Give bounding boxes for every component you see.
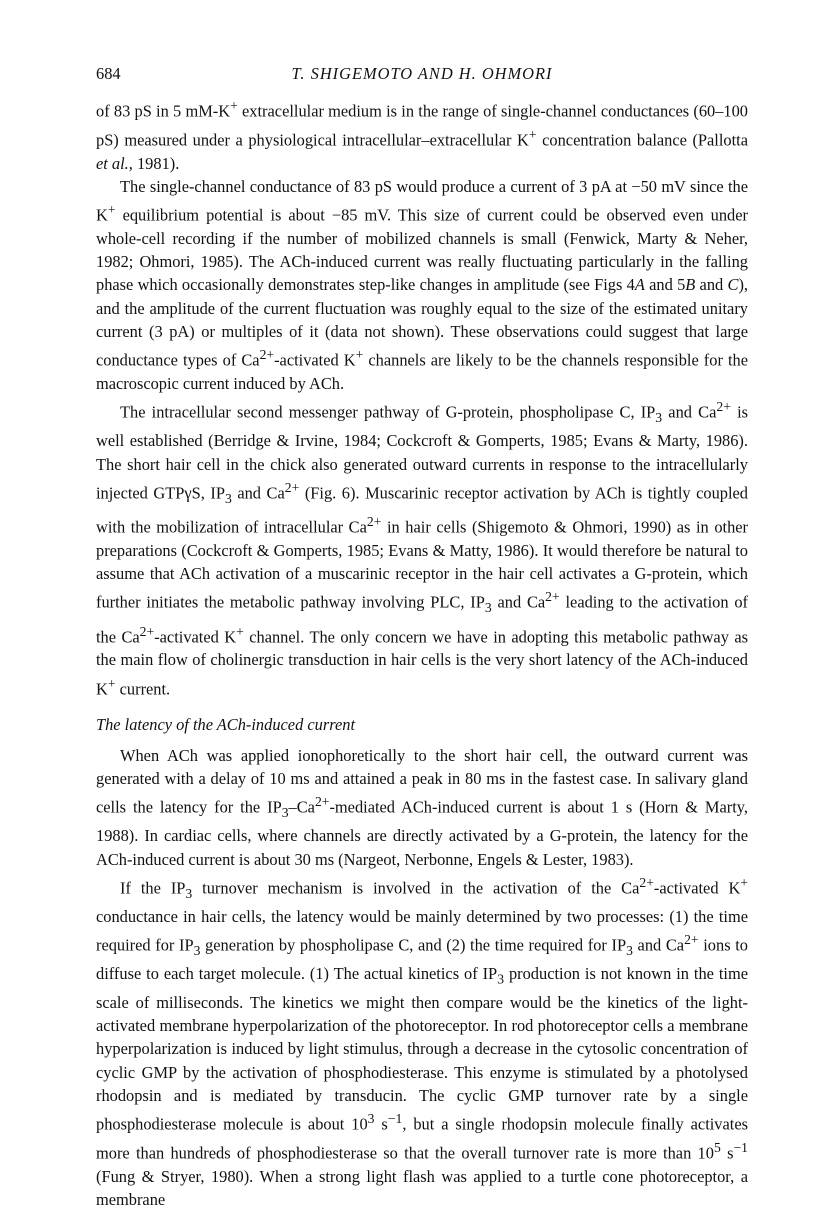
article-page: [96, 62, 748, 1211]
paragraph-single-channel: The single-channel conductance of 83 pS would produce a current of 3 pA at −50 mV since the K+ equilibrium potential is about −85 mV. This size of current could be observed even under whole-cell recording if the number of mobilized channels is small (Fenwick, Marty & Neher, 1982; Ohmori, 1985). The ACh-induced current was really fluctuating particularly in the falling phase which occasionally demonstrates step-like changes in amplitude (see Figs 4A and 5B and C), and the amplitude of the current fluctuation was roughly equal to the size of the estimated unitary current (3 pA) or multiples of it (data not shown). These observations could suggest that large conductance types of $Ca^{2+}$-activated K+ channels are likely to be the channels responsible for the macroscopic current induced by ACh.: [96, 176, 748, 394]
section-heading: The latency of the ACh-induced current: [96, 715, 356, 735]
paragraph-continued: of 83 pS in 5 mM-K+ extracellular medium is in the range of single-channel conductances (60–100 pS) measured under a physiological intracellular–extracellular K+ concentration balance (Pallotta et al., 1981).: [96, 98, 748, 173]
running-head: T. SHIGEMOTO AND H. OHMORI: [291, 64, 553, 83]
page-header: [96, 62, 748, 86]
paragraph-ip3-turnover: If the $IP_3$ turnover mechanism is involved in the activation of the $Ca^{2+}$-activated K+ conductance in hair cells, the latency would be mainly determined by two processes: (1) the time required for $IP_3$ generation by phospholipase C, and (2) the time required for $IP_3$ and $Ca^{2+}$ ions to diffuse to each target molecule. (1) The actual kinetics of $IP_3$ production is not known in the time scale of milliseconds. The kinetics we might then compare would be the kinetics of the light-activated membrane hyperpolarization of the photoreceptor. In rod photoreceptor cells a membrane hyperpolarization is induced by light stimulus, through a decrease in the cytosolic concentration of cyclic GMP by the activation of phosphodiesterase. This enzyme is stimulated by a photolysed rhodopsin and is mediated by transducin. The cyclic GMP turnover rate by a single phosphodiesterase molecule is about $10^3$ $s^{-1}$, but a single rhodopsin molecule finally activates more than hundreds of phosphodiesterase so that the overall turnover rate is more than $10^5$ $s^{-1}$ (Fung & Stryer, 1980). When a strong light flash was applied to a turtle cone photoreceptor, a membrane: [96, 874, 748, 1210]
paragraph-latency: When ACh was applied ionophoretically to the short hair cell, the outward current was generated with a delay of 10 ms and attained a peak in 80 ms in the fastest case. In salivary gland cells the latency for the $IP_3-Ca^{2+}$-mediated ACh-induced current is about 1 s (Horn & Marty, 1988). In cardiac cells, where channels are directly activated by a G-protein, the latency for the ACh-induced current is about 30 ms (Nargeot, Nerbonne, Engels & Lester, 1983).: [96, 745, 748, 869]
page-number: 684: [96, 64, 121, 83]
paragraph-second-messenger: The intracellular second messenger pathway of G-protein, phospholipase C, $IP_3$ and $Ca^{2+}$ is well established (Berridge & Irvine, 1984; Cockcroft & Gomperts, 1985; Evans & Marty, 1986). The short hair cell in the chick also generated outward currents in response to the intracellularly injected GTPγS, $IP_3$ and $Ca^{2+}$ (Fig. 6). Muscarinic receptor activation by ACh is tightly coupled with the mobilization of intracellular $Ca^{2+}$ in hair cells (Shigemoto & Ohmori, 1990) as in other preparations (Cockcroft & Gomperts, 1985; Evans & Matty, 1986). It would therefore be natural to assume that ACh activation of a muscarinic receptor in the hair cell activates a G-protein, which further initiates the metabolic pathway involving PLC, $IP_3$ and $Ca^{2+}$ leading to the activation of the $Ca^{2+}$-activated K+ channel. The only concern we have in adopting this metabolic pathway as the main flow of cholinergic transduction in hair cells is the very short latency of the ACh-induced K+ current.: [96, 399, 749, 699]
